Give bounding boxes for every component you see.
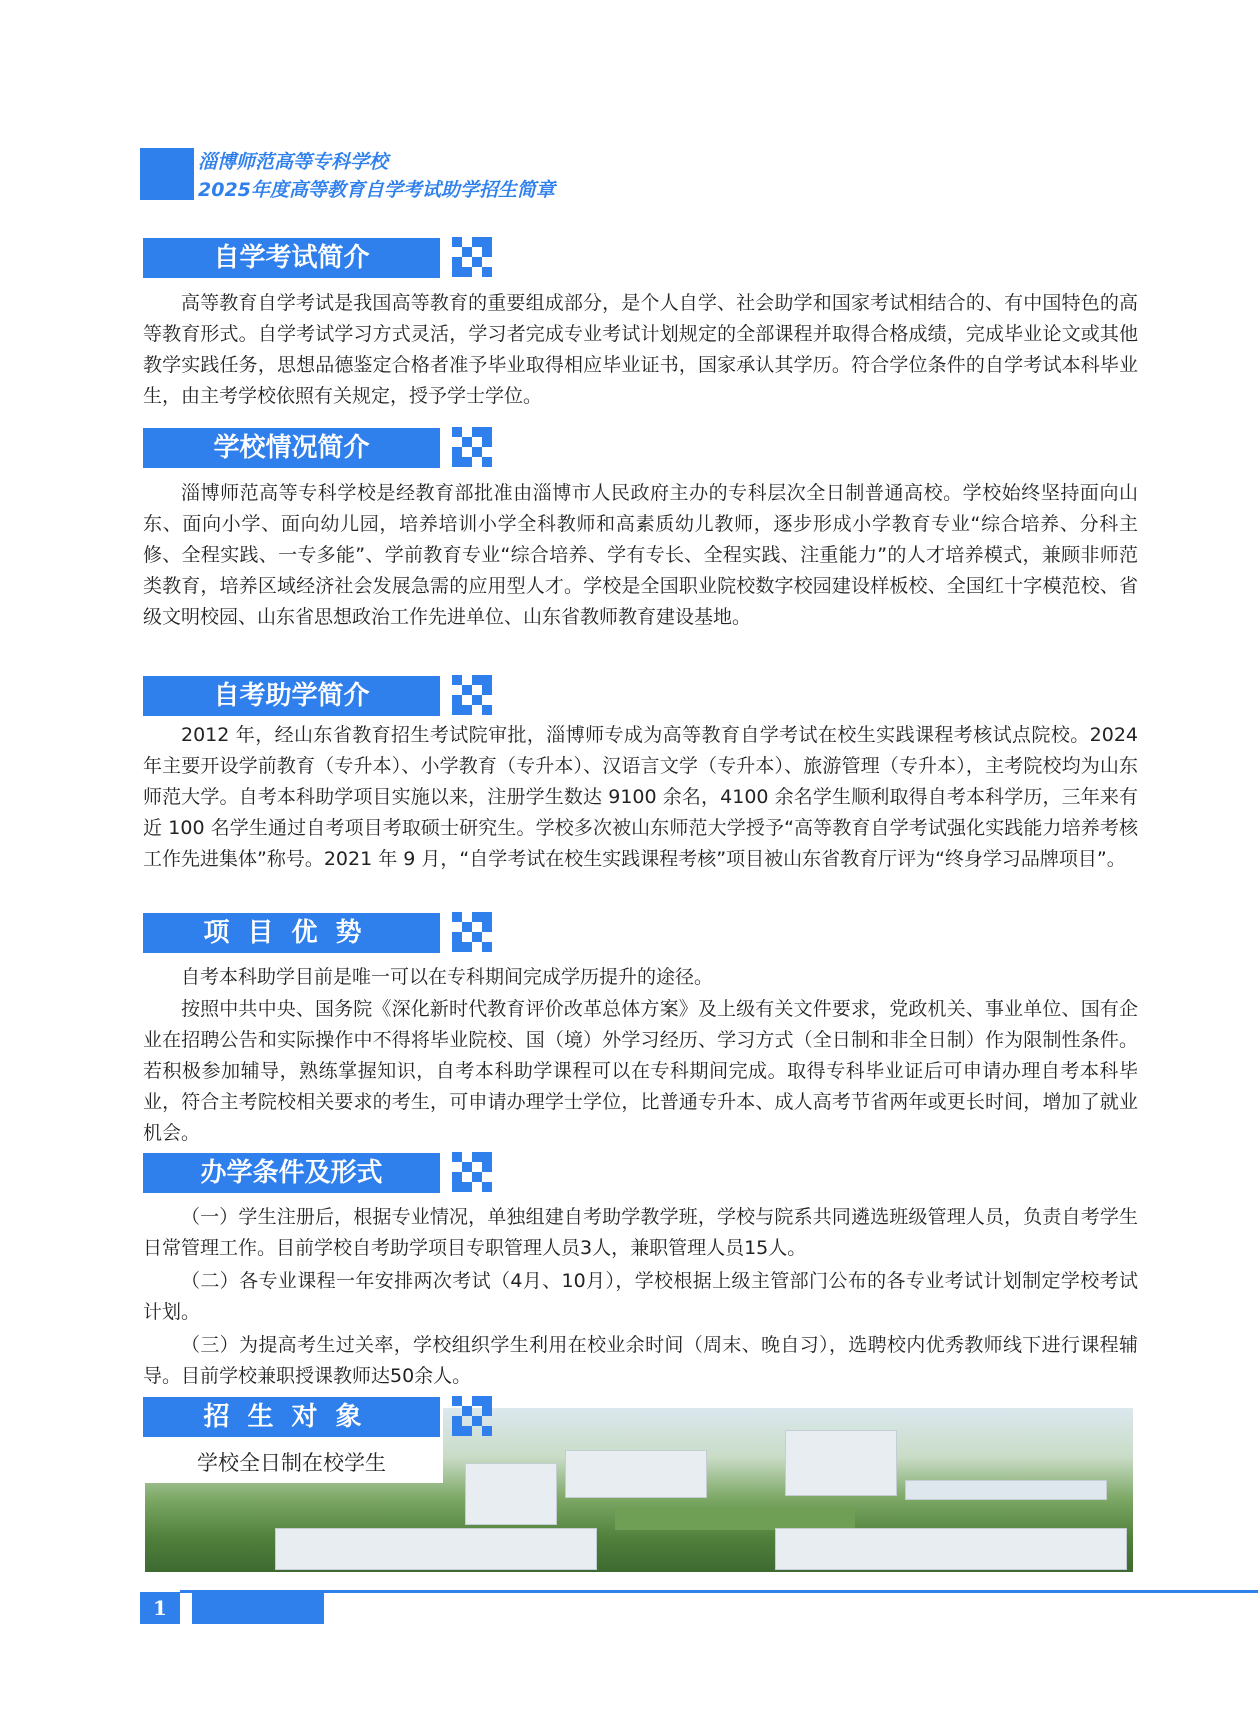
paragraph: （一）学生注册后，根据专业情况，单独组建自考助学教学班，学校与院系共同遴选班级管理人员，负责自考学生日常管理工作。目前学校自考助学项目专职管理人员3人，兼职管理人员15人。 (143, 1206, 1138, 1259)
header-accent-block (140, 148, 194, 200)
school-name: 淄博师范高等专科学校 (198, 151, 389, 173)
footer-rule (180, 1590, 1258, 1593)
section-title-self-study-intro: 自学考试简介 (143, 238, 440, 278)
paragraph: 自考本科助学目前是唯一可以在专科期间完成学历提升的途径。 (181, 966, 714, 988)
paragraph: （二）各专业课程一年安排两次考试（4月、10月），学校根据上级主管部门公布的各专业考试计划制定学校考试计划。 (143, 1270, 1138, 1323)
section-title-school-intro: 学校情况简介 (143, 428, 440, 468)
section-title-enrollment-target: 招生对象 (143, 1397, 440, 1437)
footer-accent-bar (192, 1592, 324, 1624)
section-decoration-icon (452, 1396, 492, 1436)
section-decoration-icon (452, 675, 492, 715)
section-decoration-icon (452, 1152, 492, 1192)
section-title-assisted-study-intro: 自考助学简介 (143, 676, 440, 716)
section-decoration-icon (452, 427, 492, 467)
paragraph: 高等教育自学考试是我国高等教育的重要组成部分，是个人自学、社会助学和国家考试相结合的、有中国特色的高等教育形式。自学考试学习方式灵活，学习者完成专业考试计划规定的全部课程并取得合格成绩，完成毕业论文或其他教学实践任务，思想品德鉴定合格者准予毕业取得相应毕业证书，国家承认其学历。符合学位条件的自学考试本科毕业生，由主考学校依照有关规定，授予学士学位。 (143, 292, 1138, 407)
document-title: 2025年度高等教育自学考试助学招生简章 (198, 179, 555, 201)
section-decoration-icon (452, 237, 492, 277)
paragraph: （三）为提高考生过关率，学校组织学生利用在校业余时间（周末、晚自习），选聘校内优秀教师线下进行课程辅导。目前学校兼职授课教师达50余人。 (143, 1334, 1138, 1387)
paragraph: 淄博师范高等专科学校是经教育部批准由淄博市人民政府主办的专科层次全日制普通高校。学校始终坚持面向山东、面向小学、面向幼儿园，培养培训小学全科教师和高素质幼儿教师，逐步形成小学教育专业“综合培养、分科主修、全程实践、一专多能”、学前教育专业“综合培养、学有专长、全程实践、注重能力”的人才培养模式，兼顾非师范类教育，培养区域经济社会发展急需的应用型人才。学校是全国职业院校数字校园建设样板校、全国红十字模范校、省级文明校园、山东省思想政治工作先进单位、山东省教师教育建设基地。 (143, 482, 1138, 628)
paragraph: 按照中共中央、国务院《深化新时代教育评价改革总体方案》及上级有关文件要求，党政机关、事业单位、国有企业在招聘公告和实际操作中不得将毕业院校、国（境）外学习经历、学习方式（全日制和非全日制）作为限制性条件。若积极参加辅导，熟练掌握知识，自考本科助学课程可以在专科期间完成。取得专科毕业证后可申请办理自考本科毕业，符合主考院校相关要求的考生，可申请办理学士学位，比普通专升本、成人高考节省两年或更长时间，增加了就业机会。 (143, 998, 1138, 1144)
document-header (198, 148, 555, 204)
section-title-conditions-and-forms: 办学条件及形式 (143, 1153, 440, 1193)
section-title-project-advantages: 项目优势 (143, 913, 440, 953)
enrollment-target-text: 学校全日制在校学生 (197, 1451, 386, 1475)
section-decoration-icon (452, 912, 492, 952)
page-number: 1 (140, 1592, 180, 1624)
paragraph: 2012 年，经山东省教育招生考试院审批，淄博师专成为高等教育自学考试在校生实践课程考核试点院校。2024 年主要开设学前教育（专升本）、小学教育（专升本）、汉语言文学（专升本）、旅游管理（专升本），主考院校均为山东师范大学。自考本科助学项目实施以来，注册学生数达 9100 余名，4100 余名学生顺利取得自考本科学历，三年来有近 100 名学生通过自考项目考取硕士研究生。学校多次被山东师范大学授予“高等教育自学考试强化实践能力培养考核工作先进集体”称号。2021 年 9 月，“自学考试在校生实践课程考核”项目被山东省教育厅评为“终身学习品牌项目”。 (143, 724, 1138, 870)
